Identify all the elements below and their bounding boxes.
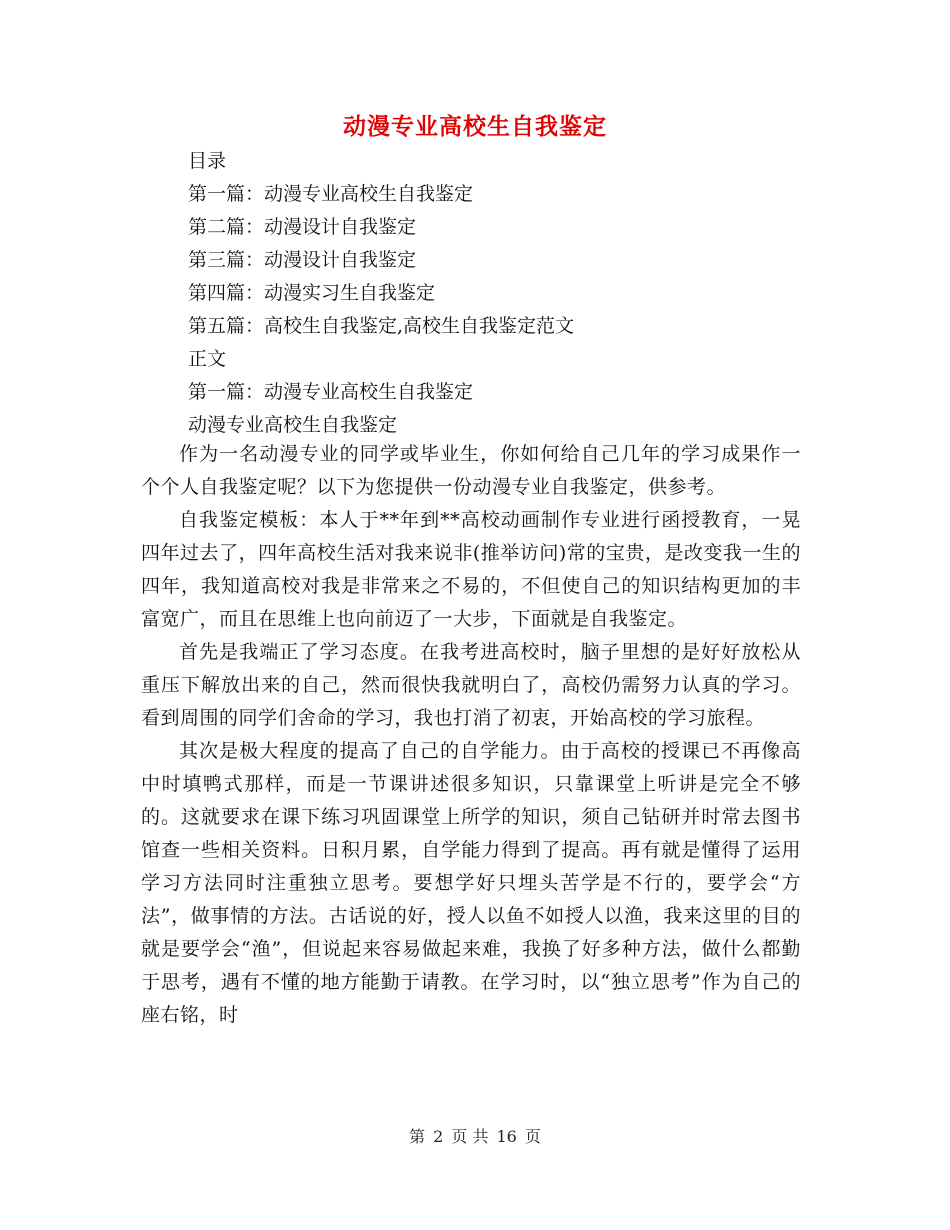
paragraph: 首先是我端正了学习态度。在我考进高校时，脑子里想的是好好放松从重压下解放出来的自己，然而很快我就明白了，高校仍需努力认真的学习。看到周围的同学们舍命的学习，我也打消了初衷，开始高校的学习旅程。 — [141, 641, 801, 729]
footer-prefix: 第 — [409, 1127, 426, 1146]
toc-heading: 目录 — [188, 150, 227, 172]
toc-item: 第三篇：动漫设计自我鉴定 — [188, 249, 417, 271]
toc-item: 第二篇：动漫设计自我鉴定 — [188, 216, 417, 238]
section-heading: 第一篇：动漫专业高校生自我鉴定 — [188, 381, 474, 403]
page-number: 2 — [433, 1127, 444, 1146]
footer-middle: 页 共 — [451, 1127, 489, 1146]
toc-item: 第一篇：动漫专业高校生自我鉴定 — [188, 183, 474, 205]
body-text — [141, 438, 801, 1032]
body-heading: 正文 — [188, 348, 227, 370]
paragraph: 其次是极大程度的提高了自己的自学能力。由于高校的授课已不再像高中时填鸭式那样，而是一节课讲述很多知识，只靠课堂上听讲是完全不够的。这就要求在课下练习巩固课堂上所学的知识，须自己钻研并时常去图书馆查一些相关资料。日积月累，自学能力得到了提高。再有就是懂得了运用学习方法同时注重独立思考。要想学好只埋头苦学是不行的，要学会“方法”，做事情的方法。古话说的好，授人以鱼不如授人以渔，我来这里的目的就是要学会“渔”，但说起来容易做起来难，我换了好多种方法，做什么都勤于思考，遇有不懂的地方能勤于请教。在学习时，以“独立思考”作为自己的座右铭，时 — [141, 740, 801, 1026]
section-subtitle: 动漫专业高校生自我鉴定 — [188, 414, 398, 436]
table-of-contents — [188, 145, 828, 442]
paragraph: 自我鉴定模板：本人于**年到**高校动画制作专业进行函授教育，一晃四年过去了，四年高校生活对我来说非(推举访问)常的宝贵，是改变我一生的四年，我知道高校对我是非常来之不易的，不但使自己的知识结构更加的丰富宽广，而且在思维上也向前迈了一大步，下面就是自我鉴定。 — [141, 509, 801, 630]
toc-item: 第五篇：高校生自我鉴定,高校生自我鉴定范文 — [188, 315, 575, 337]
footer-suffix: 页 — [524, 1127, 541, 1146]
paragraph: 作为一名动漫专业的同学或毕业生，你如何给自己几年的学习成果作一个个人自我鉴定呢？以下为您提供一份动漫专业自我鉴定，供参考。 — [141, 443, 801, 498]
page-footer — [0, 1124, 950, 1147]
toc-item: 第四篇：动漫实习生自我鉴定 — [188, 282, 436, 304]
total-pages: 16 — [496, 1127, 517, 1146]
document-title: 动漫专业高校生自我鉴定 — [343, 114, 607, 140]
